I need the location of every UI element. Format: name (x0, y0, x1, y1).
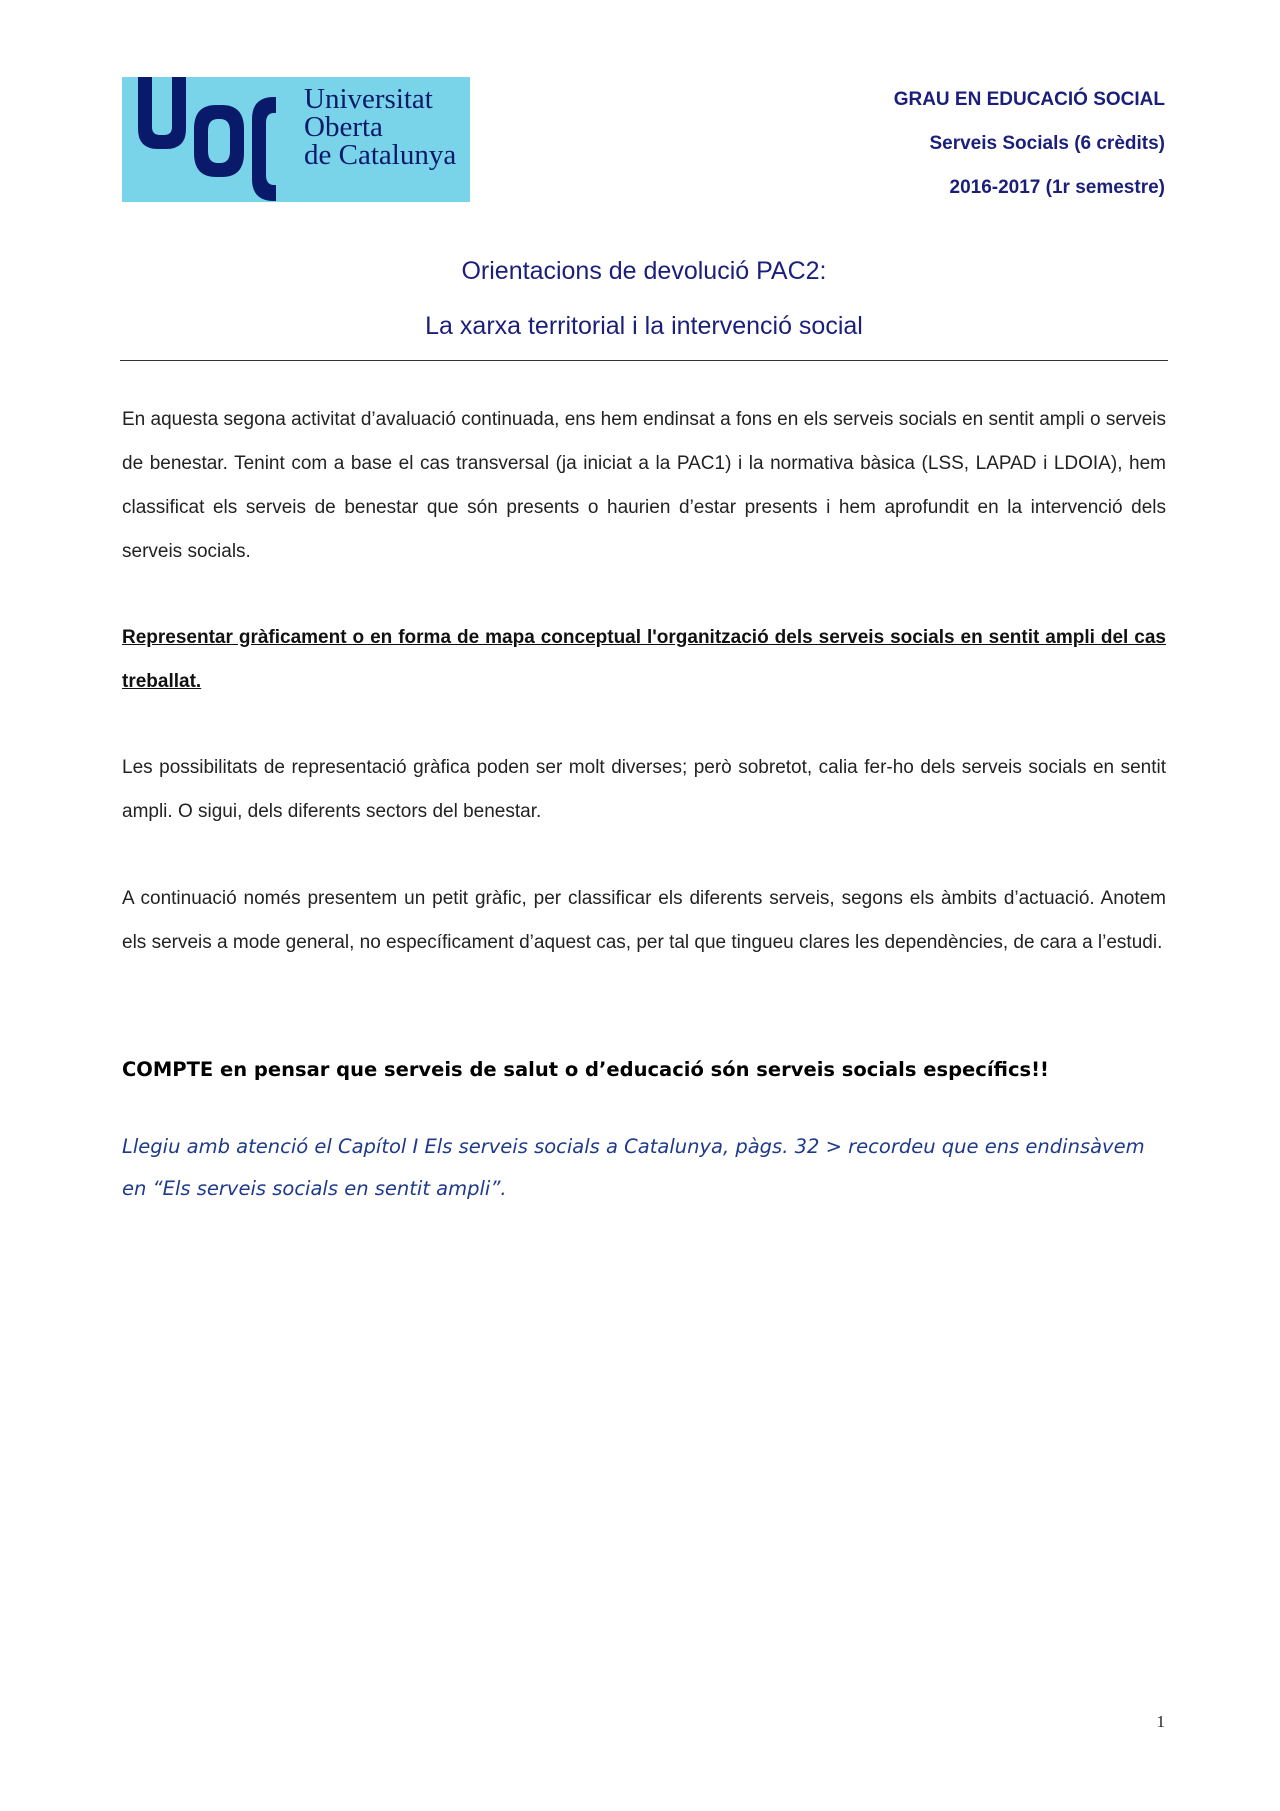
document-title (120, 244, 1168, 354)
intro-paragraph: En aquesta segona activitat d’avaluació continuada, ens hem endinsat a fons en els serveis socials en sentit ampli o serveis de benestar. Tenint com a base el cas transversal (ja iniciat a la PAC1) i la normativa bàsica (LSS, LAPAD i LDOIA), hem classificat els serveis de benestar que són presents o haurien d’estar presents i hem aprofundit en la intervenció dels serveis socials. (122, 409, 1166, 562)
logo-line-3: de Catalunya (304, 139, 457, 171)
uoc-logo-mark-icon (128, 77, 276, 202)
degree-name: GRAU EN EDUCACIÓ SOCIAL (893, 89, 1165, 110)
continuation-paragraph: A continuació només presentem un petit gràfic, per classificar els diferents serveis, segons els àmbits d’actuació. Anotem els serveis a mode general, no específicament d’aquest cas, per tal que tingueu clares les dependències, de cara a l’estudi. (122, 888, 1166, 953)
course-name: Serveis Socials (6 crèdits) (929, 133, 1165, 154)
warning-note: COMPTE en pensar que serveis de salut o d’educació són serveis socials específics!! (122, 1058, 1049, 1081)
logo-line-2: Oberta (304, 111, 383, 143)
course-header (894, 78, 1165, 210)
reading-reference: Llegiu amb atenció el Capítol I Els serveis socials a Catalunya, pàgs. 32 > recordeu que ens endinsàvem en “Els serveis socials en sentit ampli”. (122, 1135, 1145, 1200)
uoc-logo (122, 77, 470, 202)
title-divider (120, 360, 1168, 361)
logo-line-1: Universitat (304, 83, 433, 115)
title-line-2: La xarxa territorial i la intervenció social (425, 312, 863, 340)
page-number: 1 (1156, 1712, 1165, 1731)
uoc-logo-text (304, 85, 456, 169)
academic-period: 2016-2017 (1r semestre) (949, 177, 1165, 198)
task-statement: Representar gràficament o en forma de mapa conceptual l'organització dels serveis socials en sentit ampli del cas treballat. (122, 627, 1166, 692)
title-line-1: Orientacions de devolució PAC2: (461, 257, 827, 285)
possibilities-paragraph: Les possibilitats de representació gràfica poden ser molt diverses; però sobretot, calia fer-ho dels serveis socials en sentit ampli. O sigui, dels diferents sectors del benestar. (122, 757, 1166, 822)
